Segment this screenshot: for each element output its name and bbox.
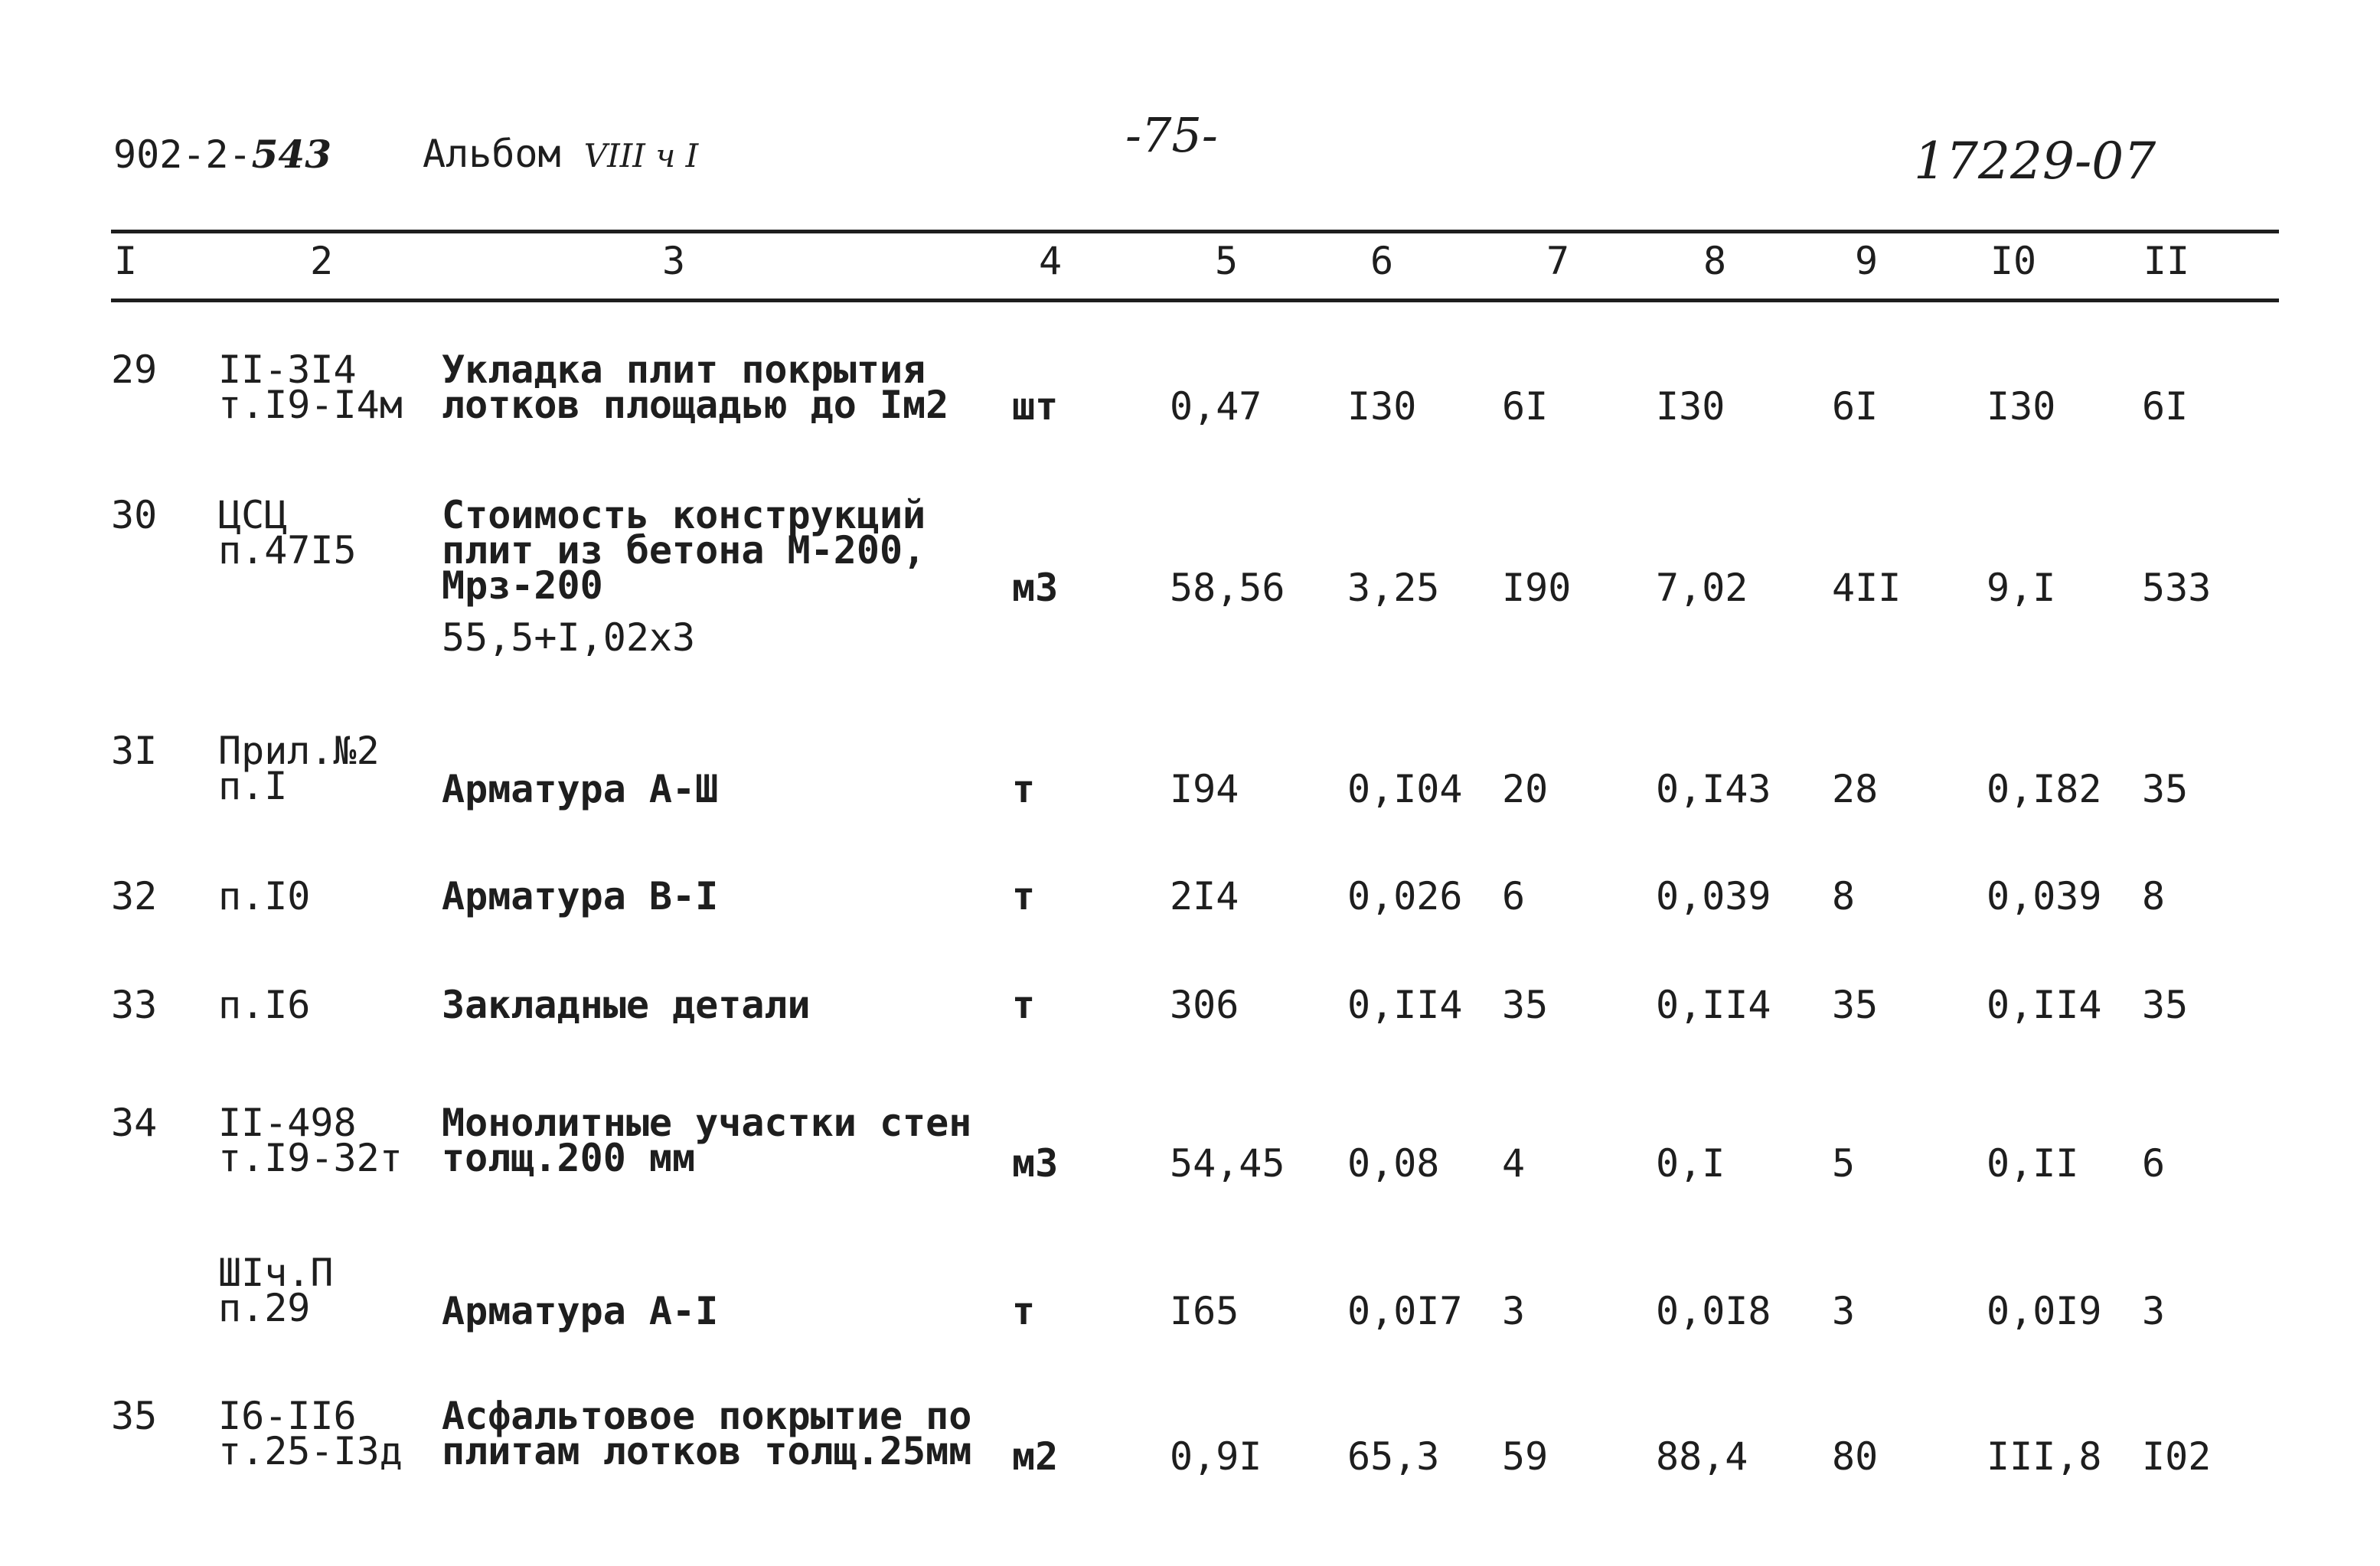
column-number-3: 3: [661, 239, 686, 283]
column-number-7: 7: [1546, 239, 1570, 283]
norm-reference: п.I6: [218, 983, 311, 1027]
cell-col-11: 35: [2142, 983, 2189, 1027]
row-number: 34: [111, 1101, 158, 1145]
cell-col-5: 0,47: [1170, 384, 1262, 429]
row-number: 30: [111, 493, 158, 537]
cell-col-6: 0,026: [1347, 874, 1463, 918]
document-number: 17229-07: [1914, 132, 2156, 191]
table-top-rule: [111, 230, 2279, 233]
cell-col-10: 0,I82: [1987, 767, 2102, 811]
cell-col-5: 306: [1170, 983, 1239, 1027]
album-label-text: Альбом: [423, 132, 561, 176]
document-code-handwritten: 543: [251, 132, 331, 177]
page-number: -75-: [1125, 107, 1218, 163]
norm-reference: т.25-I3д: [218, 1429, 403, 1473]
norm-reference: II-3I4: [218, 347, 357, 392]
unit-of-measure: т: [1012, 874, 1036, 918]
cell-col-5: 0,9I: [1170, 1434, 1262, 1479]
column-number-10: I0: [1990, 239, 2037, 283]
album-part-handwritten: VIII ч I: [583, 137, 699, 175]
cell-col-9: 28: [1832, 767, 1879, 811]
table-header-rule: [111, 299, 2279, 302]
work-description: Асфальтовое покрытие по: [442, 1394, 972, 1438]
work-description: Мрз-200: [442, 563, 603, 608]
work-description: Арматура А-Ш: [442, 767, 719, 811]
cell-col-6: 3,25: [1347, 566, 1440, 610]
cell-col-9: 80: [1832, 1434, 1879, 1479]
cell-col-7: 59: [1502, 1434, 1549, 1479]
cell-col-5: 58,56: [1170, 566, 1285, 610]
cell-col-11: 35: [2142, 767, 2189, 811]
unit-of-measure: м3: [1012, 1141, 1059, 1186]
cell-col-9: 3: [1832, 1289, 1856, 1333]
unit-of-measure: т: [1012, 767, 1036, 811]
cell-col-5: I94: [1170, 767, 1239, 811]
cell-col-8: 88,4: [1656, 1434, 1748, 1479]
album-label: [423, 132, 698, 176]
unit-of-measure: м2: [1012, 1434, 1059, 1479]
work-description: Монолитные участки стен: [442, 1101, 972, 1145]
cell-col-10: III,8: [1987, 1434, 2102, 1479]
column-number-2: 2: [309, 239, 334, 283]
norm-reference: ЦСЦ: [218, 493, 288, 537]
cell-col-11: 533: [2142, 566, 2212, 610]
cell-col-5: I65: [1170, 1289, 1239, 1333]
norm-reference: т.I9-I4м: [218, 383, 403, 427]
unit-of-measure: т: [1012, 983, 1036, 1027]
column-number-5: 5: [1214, 239, 1239, 283]
cell-col-11: 8: [2142, 874, 2166, 918]
cell-col-7: 4: [1502, 1141, 1526, 1186]
cell-col-8: 0,039: [1656, 874, 1771, 918]
column-number-9: 9: [1854, 239, 1879, 283]
column-number-6: 6: [1370, 239, 1394, 283]
cell-col-9: 4II: [1832, 566, 1902, 610]
cell-col-7: I90: [1502, 566, 1572, 610]
row-number: 3I: [111, 729, 158, 773]
cell-col-5: 2I4: [1170, 874, 1239, 918]
norm-reference: п.I0: [218, 874, 311, 918]
norm-reference: т.I9-32т: [218, 1136, 403, 1180]
cell-col-11: I02: [2142, 1434, 2212, 1479]
cell-col-11: 3: [2142, 1289, 2166, 1333]
cell-col-9: 6I: [1832, 384, 1879, 429]
column-number-1: I: [113, 239, 138, 283]
work-description: Укладка плит покрытия: [442, 347, 926, 392]
document-code: [113, 132, 331, 177]
work-description: Арматура А-I: [442, 1289, 719, 1333]
cell-col-7: 6: [1502, 874, 1526, 918]
norm-reference: п.47I5: [218, 528, 357, 573]
column-number-8: 8: [1703, 239, 1727, 283]
cell-col-8: 7,02: [1656, 566, 1748, 610]
description-calculation: 55,5+I,02x3: [442, 615, 696, 660]
column-number-11: II: [2143, 239, 2190, 283]
work-description: плит из бетона М-200,: [442, 528, 926, 573]
column-number-4: 4: [1038, 239, 1063, 283]
norm-reference: ШIч.П: [218, 1251, 334, 1295]
unit-of-measure: т: [1012, 1289, 1036, 1333]
work-description: толщ.200 мм: [442, 1136, 696, 1180]
cell-col-7: 3: [1502, 1289, 1526, 1333]
cell-col-8: 0,I: [1656, 1141, 1725, 1186]
cell-col-5: 54,45: [1170, 1141, 1285, 1186]
cell-col-10: 0,II4: [1987, 983, 2102, 1027]
cell-col-8: 0,II4: [1656, 983, 1771, 1027]
cell-col-6: 0,I04: [1347, 767, 1463, 811]
cell-col-6: 0,08: [1347, 1141, 1440, 1186]
norm-reference: Прил.№2: [218, 729, 380, 773]
norm-reference: п.I: [218, 764, 288, 808]
row-number: 32: [111, 874, 158, 918]
cell-col-11: 6I: [2142, 384, 2189, 429]
cell-col-7: 35: [1502, 983, 1549, 1027]
unit-of-measure: м3: [1012, 566, 1059, 610]
cell-col-9: 5: [1832, 1141, 1856, 1186]
work-description: Закладные детали: [442, 983, 811, 1027]
document-code-prefix: 902-2-: [113, 132, 252, 177]
cell-col-6: I30: [1347, 384, 1417, 429]
cell-col-6: 0,0I7: [1347, 1289, 1463, 1333]
cell-col-7: 6I: [1502, 384, 1549, 429]
cell-col-8: I30: [1656, 384, 1725, 429]
work-description: Стоимость конструкций: [442, 493, 926, 537]
cell-col-10: 0,039: [1987, 874, 2102, 918]
cell-col-10: I30: [1987, 384, 2056, 429]
cell-col-11: 6: [2142, 1141, 2166, 1186]
norm-reference: п.29: [218, 1286, 311, 1330]
row-number: 35: [111, 1394, 158, 1438]
cell-col-7: 20: [1502, 767, 1549, 811]
cell-col-6: 0,II4: [1347, 983, 1463, 1027]
row-number: 33: [111, 983, 158, 1027]
cell-col-10: 0,0I9: [1987, 1289, 2102, 1333]
cell-col-10: 9,I: [1987, 566, 2056, 610]
norm-reference: II-498: [218, 1101, 357, 1145]
cell-col-6: 65,3: [1347, 1434, 1440, 1479]
work-description: плитам лотков толщ.25мм: [442, 1429, 972, 1473]
norm-reference: I6-II6: [218, 1394, 357, 1438]
work-description: Арматура В-I: [442, 874, 719, 918]
cell-col-10: 0,II: [1987, 1141, 2079, 1186]
work-description: лотков площадью до Iм2: [442, 383, 949, 427]
cell-col-9: 8: [1832, 874, 1856, 918]
cell-col-9: 35: [1832, 983, 1879, 1027]
cell-col-8: 0,0I8: [1656, 1289, 1771, 1333]
row-number: 29: [111, 347, 158, 392]
unit-of-measure: шт: [1012, 384, 1059, 429]
cell-col-8: 0,I43: [1656, 767, 1771, 811]
